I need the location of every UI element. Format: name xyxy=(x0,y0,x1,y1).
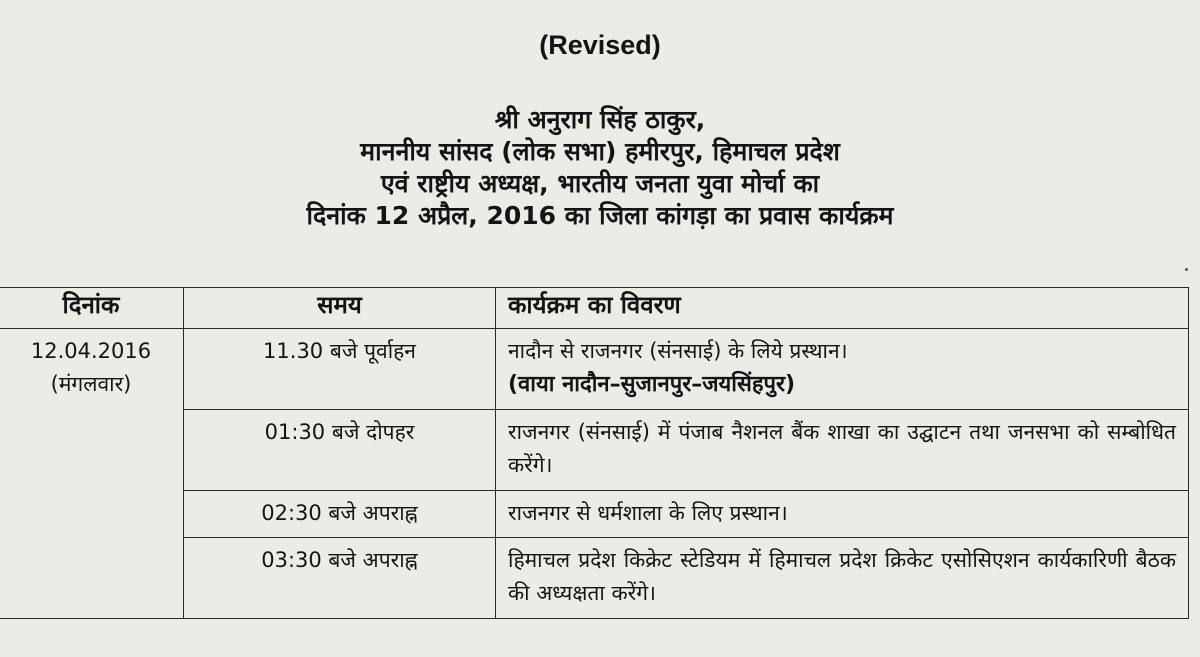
table-row xyxy=(0,410,1189,491)
description-text: नादौन से राजनगर (संनसाई) के लिये प्रस्थान। xyxy=(508,339,848,363)
route-via-text: (वाया नादौन–सुजानपुर–जयसिंहपुर) xyxy=(508,372,796,397)
date-cell-empty xyxy=(0,491,184,538)
description-cell: राजनगर से धर्मशाला के लिए प्रस्थान। xyxy=(496,491,1189,538)
date-cell-empty xyxy=(0,538,184,619)
time-cell: 02:30 बजे अपराह्न xyxy=(184,491,496,538)
document-heading xyxy=(0,104,1200,232)
scan-dot xyxy=(1185,268,1188,271)
time-cell: 11.30 बजे पूर्वाहन xyxy=(184,329,496,410)
schedule-table xyxy=(0,287,1189,619)
date-cell-empty xyxy=(0,410,184,491)
date-cell xyxy=(0,329,184,410)
heading-line-tour-title: दिनांक 12 अप्रैल, 2016 का जिला कांगड़ा का प्रवास कार्यक्रम xyxy=(306,201,894,230)
time-cell: 01:30 बजे दोपहर xyxy=(184,410,496,491)
heading-line-designation: माननीय सांसद (लोक सभा) हमीरपुर, हिमाचल प्रदेश xyxy=(360,137,840,166)
description-cell: हिमाचल प्रदेश किक्रेट स्टेडियम में हिमाचल प्रदेश क्रिकेट एसोसिएशन कार्यकारिणी बैठक की अध्यक्षता करेंगे। xyxy=(496,538,1189,619)
revised-label: (Revised) xyxy=(539,30,661,60)
table-row xyxy=(0,538,1189,619)
time-cell: 03:30 बजे अपराह्न xyxy=(184,538,496,619)
table-row xyxy=(0,491,1189,538)
column-header-date: दिनांक xyxy=(0,288,184,329)
date-value: 12.04.2016 xyxy=(30,339,152,363)
table-row xyxy=(0,329,1189,410)
description-cell xyxy=(496,329,1189,410)
weekday-value: (मंगलवार) xyxy=(50,372,132,396)
description-cell: राजनगर (संनसाई) में पंजाब नैशनल बैंक शाखा का उद्घाटन तथा जनसभा को सम्बोधित करेंगे। xyxy=(496,410,1189,491)
table-header-row xyxy=(0,288,1189,329)
heading-line-party-role: एवं राष्ट्रीय अध्यक्ष, भारतीय जनता युवा मोर्चा का xyxy=(380,169,820,198)
column-header-description: कार्यक्रम का विवरण xyxy=(496,288,1189,329)
column-header-time: समय xyxy=(184,288,496,329)
heading-line-name: श्री अनुराग सिंह ठाकुर, xyxy=(494,105,706,134)
